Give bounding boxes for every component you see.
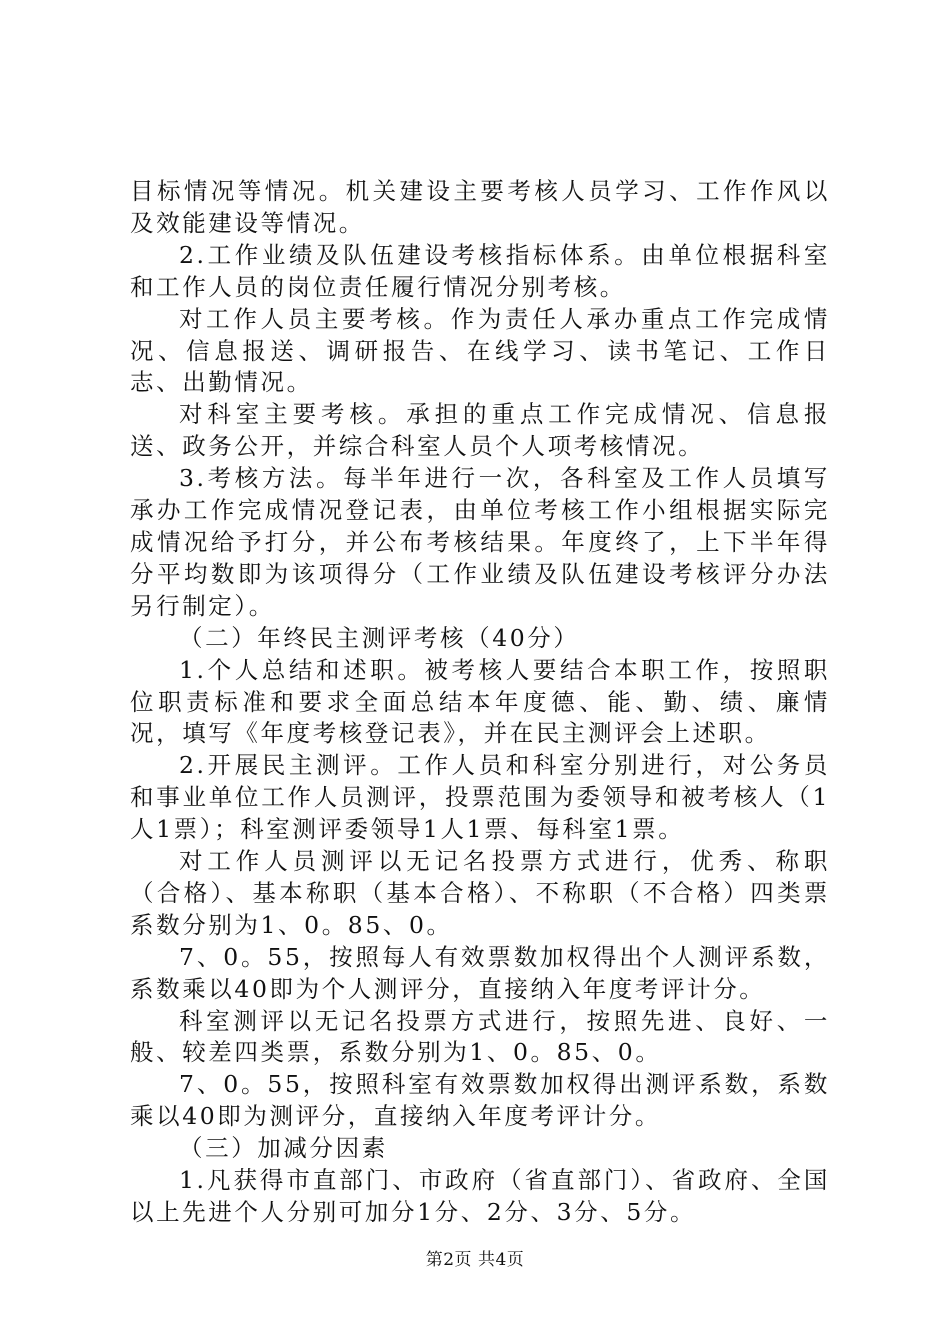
section-heading: （二）年终民主测评考核（40分） [179, 623, 580, 652]
paragraph: 3.考核方法。每半年进行一次，各科室及工作人员填写承办工作完成情况登记表，由单位考核工作小组根据实际完成情况给予打分，并公布考核结果。年度终了，上下半年得分平均数即为该项得分（工作业绩及队伍建设考核评分办法另行制定）。 [130, 464, 830, 620]
section-heading: （三）加减分因素 [179, 1134, 388, 1163]
paragraph: 1.凡获得市直部门、市政府（省直部门）、省政府、全国以上先进个人分别可加分1分、2分、3分、5分。 [130, 1166, 830, 1226]
paragraph: 对工作人员测评以无记名投票方式进行，优秀、称职（合格）、基本称职（基本合格）、不称职（不合格）四类票系数分别为1、0。85、0。 [130, 847, 830, 939]
paragraph: 7、0。55，按照科室有效票数加权得出测评系数，系数乘以40即为测评分，直接纳入年度考评计分。 [130, 1070, 830, 1131]
paragraph: 科室测评以无记名投票方式进行，按照先进、良好、一般、较差四类票，系数分别为1、0。85、0。 [130, 1006, 830, 1067]
document-body [130, 176, 830, 1229]
paragraph: 对工作人员主要考核。作为责任人承办重点工作完成情况、信息报送、调研报告、在线学习、读书笔记、工作日志、出勤情况。 [130, 304, 830, 397]
paragraph: 2.工作业绩及队伍建设考核指标体系。由单位根据科室和工作人员的岗位责任履行情况分别考核。 [130, 240, 830, 301]
paragraph: 目标情况等情况。机关建设主要考核人员学习、工作作风以及效能建设等情况。 [130, 177, 830, 237]
page-number-footer: 第2页 共4页 [425, 1250, 525, 1270]
paragraph: 对科室主要考核。承担的重点工作完成情况、信息报送、政务公开，并综合科室人员个人项考核情况。 [130, 400, 830, 461]
paragraph: 7、0。55，按照每人有效票数加权得出个人测评系数，系数乘以40即为个人测评分，直接纳入年度考评计分。 [130, 942, 830, 1003]
paragraph: 2.开展民主测评。工作人员和科室分别进行，对公务员和事业单位工作人员测评，投票范围为委领导和被考核人（1人1票）；科室测评委领导1人1票、每科室1票。 [130, 751, 830, 844]
paragraph: 1.个人总结和述职。被考核人要结合本职工作，按照职位职责标准和要求全面总结本年度德、能、勤、绩、廉情况，填写《年度考核登记表》，并在民主测评会上述职。 [130, 655, 830, 748]
